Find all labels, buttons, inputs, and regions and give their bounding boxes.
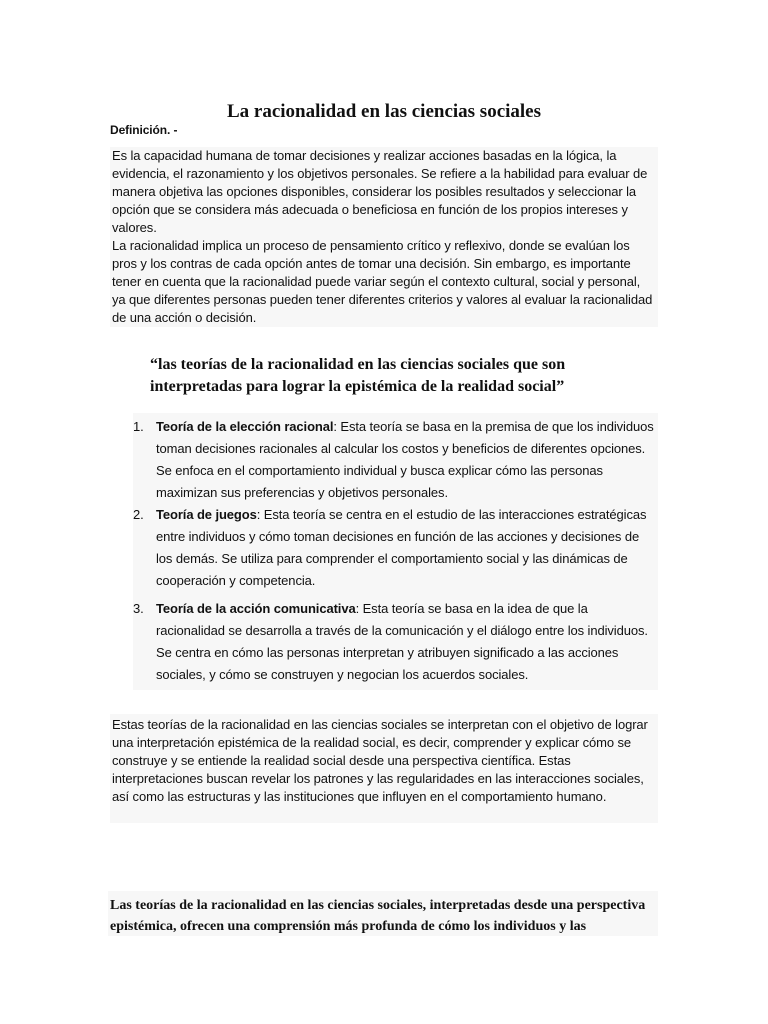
definition-paragraph: La racionalidad implica un proceso de pensamiento crítico y reflexivo, donde se evalúan los pros y los contras de cada opción antes de tomar una decisión. Sin embargo, es importante tener en cuenta que la racionalidad puede variar según el contexto cultural, social y personal, ya que diferentes personas pueden tener diferentes criterios y valores al evaluar la racionalidad de una acción o decisión. — [112, 238, 653, 325]
theory-name: Teoría de la elección racional — [156, 419, 334, 434]
definition-block — [110, 147, 658, 327]
closing-paragraph: Las teorías de la racionalidad en las ciencias sociales, interpretadas desde una perspectiva epistémica, ofrecen una comprensión más profunda de cómo los individuos y las — [108, 891, 658, 936]
section-quote-heading: “las teorías de la racionalidad en las ciencias sociales que son interpretadas para lograr la epistémica de la realidad social” — [150, 356, 566, 395]
list-item-number: 1. — [133, 419, 144, 434]
list-item-number: 3. — [133, 601, 144, 616]
theory-name: Teoría de juegos — [156, 507, 257, 522]
page-title: La racionalidad en las ciencias sociales — [226, 100, 542, 122]
list-item-body — [156, 598, 658, 686]
list-item — [133, 598, 658, 686]
definition-paragraph: Es la capacidad humana de tomar decisiones y realizar acciones basadas en la lógica, la evidencia, el razonamiento y los objetivos personales. Se refiere a la habilidad para evaluar de manera objetiva las opciones disponibles, considerar los posibles resultados y seleccionar la opción que se considera más adecuada o beneficiosa en función de los propios intereses y valores. — [112, 148, 648, 235]
interpretation-paragraph: Estas teorías de la racionalidad en las ciencias sociales se interpretan con el objetivo de lograr una interpretación epistémica de la realidad social, es decir, comprender y explicar cómo se construye y se entiende la realidad social desde una perspectiva científica. Estas interpretaciones buscan revelar los patrones y las regularidades en las interacciones sociales, así como las estructuras y las instituciones que influyen en el comportamiento humano. — [110, 714, 658, 823]
theory-description: : Esta teoría se basa en la idea de que la racionalidad se desarrolla a través de la comunicación y el diálogo entre los individuos. Se centra en cómo las personas interpretan y atribuyen significado a las acciones sociales, y cómo se construyen y negocian los acuerdos sociales. — [156, 601, 648, 682]
theory-description: : Esta teoría se centra en el estudio de las interacciones estratégicas entre individuos y cómo toman decisiones en función de las acciones y decisiones de los demás. Se utiliza para comprender el comportamiento social y las dinámicas de cooperación y competencia. — [156, 507, 647, 588]
list-item — [133, 504, 658, 592]
list-item — [133, 416, 658, 504]
theory-description: : Esta teoría se basa en la premisa de que los individuos toman decisiones racionales al calcular los costos y beneficios de diferentes opciones. Se enfoca en el comportamiento individual y busca explicar cómo las personas maximizan sus preferencias y objetivos personales. — [156, 419, 654, 500]
theory-name: Teoría de la acción comunicativa — [156, 601, 356, 616]
definition-label: Definición. - — [110, 123, 178, 137]
list-item-body — [156, 416, 658, 504]
theories-list — [133, 413, 658, 690]
list-item-number: 2. — [133, 507, 144, 522]
list-item-body — [156, 504, 658, 592]
